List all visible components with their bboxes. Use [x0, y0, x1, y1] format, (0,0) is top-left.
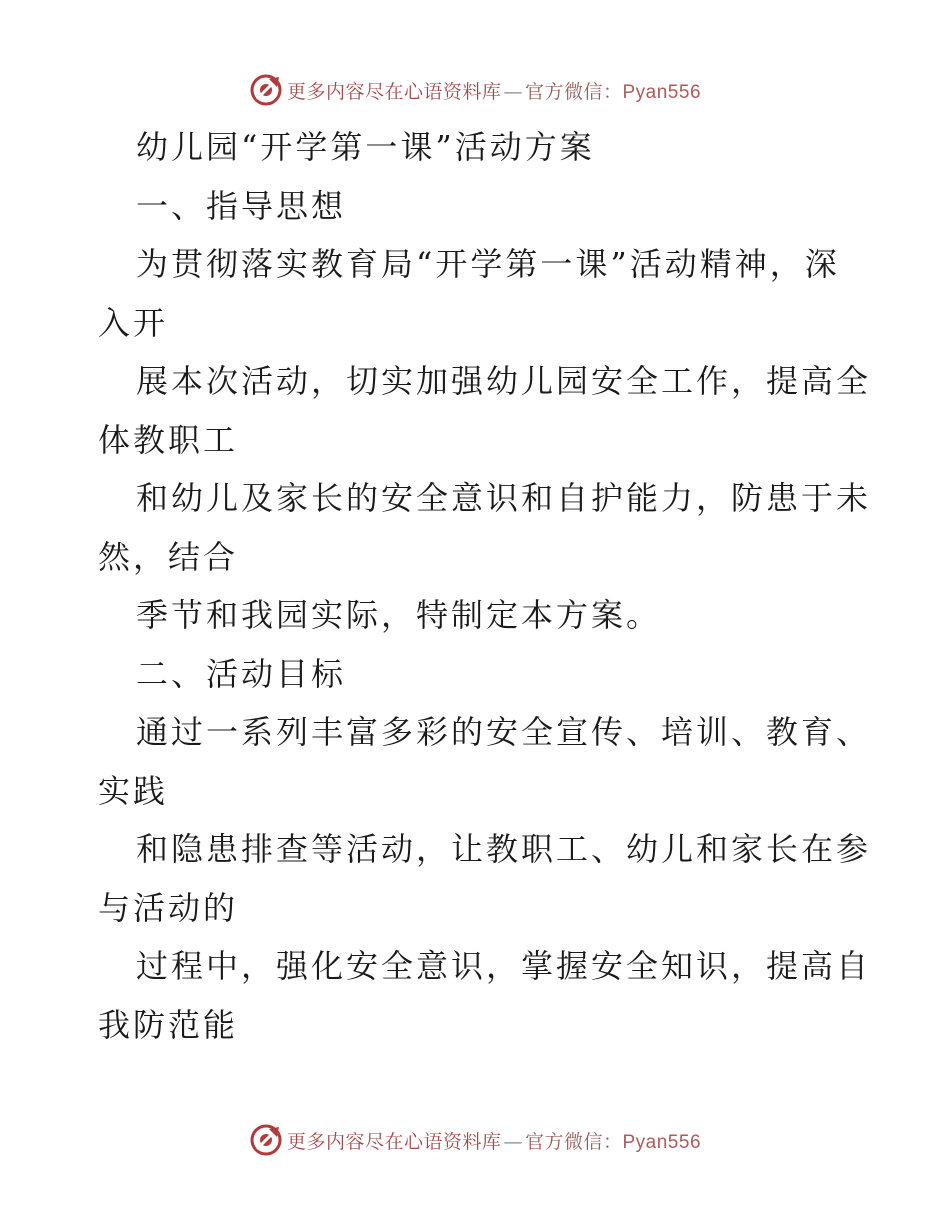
paragraph-line: 入开 [98, 303, 169, 342]
banner-account: Pyan556 [622, 1131, 702, 1153]
banner-brand: 更多内容尽在心语资料库 [286, 80, 502, 103]
brand-logo-icon [249, 1123, 283, 1157]
banner-text [287, 1127, 701, 1154]
banner-label: 官方微信： [524, 80, 623, 103]
banner-text [287, 77, 701, 104]
paragraph-line: 与活动的 [98, 888, 239, 927]
paragraph-line: 展本次活动，切实加强幼儿园安全工作，提高全 [136, 362, 872, 400]
banner-label: 官方微信： [524, 1130, 623, 1153]
paragraph-line: 然，结合 [98, 537, 239, 576]
banner-separator: — [503, 1130, 523, 1153]
paragraph-line: 过程中，强化安全意识，掌握安全知识，提高自 [136, 947, 872, 985]
banner-account: Pyan556 [622, 81, 702, 103]
footer-banner [0, 1120, 950, 1160]
brand-logo-icon [249, 73, 283, 107]
paragraph-line: 我防范能 [98, 1005, 239, 1044]
paragraph-line: 季节和我园实际，特制定本方案。 [136, 596, 662, 634]
banner-separator: — [503, 80, 523, 103]
document-title: 幼儿园“开学第一课”活动方案 [136, 128, 595, 166]
section-heading: 二、活动目标 [136, 654, 347, 693]
paragraph-line: 体教职工 [98, 420, 239, 459]
paragraph-line: 为贯彻落实教育局“开学第一课”活动精神，深 [136, 245, 840, 283]
banner-brand: 更多内容尽在心语资料库 [286, 1130, 502, 1153]
paragraph-line: 和隐患排查等活动，让教职工、幼儿和家长在参 [136, 830, 872, 868]
section-heading: 一、指导思想 [136, 186, 347, 225]
paragraph-line: 和幼儿及家长的安全意识和自护能力，防患于未 [136, 479, 872, 517]
paragraph-line: 实践 [98, 771, 169, 810]
paragraph-line: 通过一系列丰富多彩的安全宣传、培训、教育、 [136, 713, 872, 751]
document-body [98, 118, 872, 1054]
header-banner [0, 70, 950, 110]
